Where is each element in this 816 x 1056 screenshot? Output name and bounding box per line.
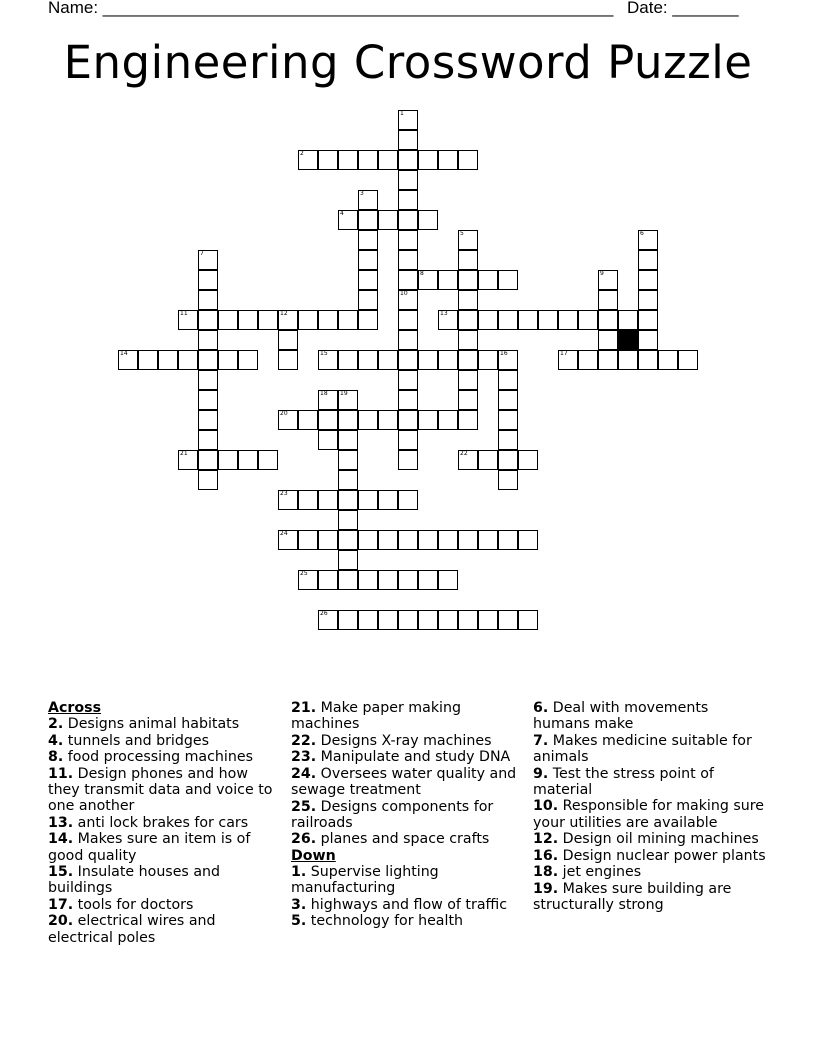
grid-cell[interactable] — [418, 610, 438, 630]
clue-text: Makes sure an item is of good quality — [48, 831, 251, 864]
grid-cell[interactable] — [498, 270, 518, 290]
clue-number: 2. — [48, 716, 64, 733]
grid-cell[interactable] — [458, 530, 478, 550]
clue-item — [291, 831, 523, 847]
clue-number: 22. — [291, 732, 317, 749]
grid-cell[interactable] — [318, 410, 338, 430]
clue-text: electrical wires and electrical poles — [48, 913, 216, 946]
grid-cell[interactable] — [498, 530, 518, 550]
clue-number: 16. — [533, 847, 559, 864]
grid-cell[interactable] — [198, 450, 218, 470]
clue-number-label: 21 — [180, 450, 188, 457]
grid-cell[interactable] — [198, 270, 218, 290]
page-title: Engineering Crossword Puzzle — [63, 36, 753, 89]
grid-cell[interactable] — [438, 570, 458, 590]
grid-cell[interactable] — [358, 150, 378, 170]
clue-number-label: 11 — [180, 310, 188, 317]
grid-cell[interactable] — [338, 430, 358, 450]
grid-cell[interactable] — [298, 490, 318, 510]
grid-cell[interactable] — [218, 450, 238, 470]
grid-cell[interactable] — [458, 310, 478, 330]
grid-cell[interactable] — [338, 470, 358, 490]
grid-cell[interactable] — [518, 530, 538, 550]
clue-text: Makes medicine suitable for animals — [533, 732, 752, 766]
clue-number-label: 18 — [320, 390, 328, 397]
grid-cell[interactable] — [598, 290, 618, 310]
clue-item — [533, 881, 768, 914]
grid-cell[interactable] — [318, 530, 338, 550]
grid-cell[interactable] — [418, 530, 438, 550]
grid-cell[interactable] — [438, 410, 458, 430]
clue-item — [48, 749, 283, 765]
grid-cell[interactable] — [398, 150, 418, 170]
grid-cell[interactable] — [478, 310, 498, 330]
grid-cell[interactable] — [338, 350, 358, 370]
grid-cell[interactable] — [578, 310, 598, 330]
grid-cell[interactable] — [378, 530, 398, 550]
grid-cell[interactable] — [438, 530, 458, 550]
grid-cell[interactable] — [378, 410, 398, 430]
grid-cell[interactable] — [478, 270, 498, 290]
clue-number-label: 19 — [340, 390, 348, 397]
grid-cell[interactable] — [498, 430, 518, 450]
grid-cell[interactable] — [358, 410, 378, 430]
clue-number: 18. — [533, 864, 559, 881]
grid-cell[interactable] — [458, 290, 478, 310]
clue-number: 10. — [533, 798, 559, 815]
clue-column-1 — [48, 700, 283, 946]
down-heading: Down — [291, 847, 336, 864]
clue-number: 9. — [533, 765, 549, 782]
clue-item — [48, 864, 283, 897]
grid-cell[interactable] — [338, 150, 358, 170]
clue-number-label: 1 — [400, 110, 404, 117]
clue-number-label: 12 — [280, 310, 288, 317]
clue-number: 1. — [291, 864, 307, 881]
clue-number: 26. — [291, 831, 317, 848]
clue-text: Responsible for making sure your utilities are available — [533, 798, 765, 831]
grid-cell[interactable] — [198, 390, 218, 410]
clue-text: Test the stress point of material — [533, 765, 714, 798]
clue-text: Designs animal habitats — [63, 716, 240, 733]
clue-column-3 — [533, 700, 768, 913]
grid-cell[interactable] — [378, 570, 398, 590]
clue-text: highways and flow of traffic — [306, 896, 508, 913]
grid-cell[interactable] — [598, 350, 618, 370]
grid-cell[interactable] — [258, 310, 278, 330]
grid-cell[interactable] — [638, 290, 658, 310]
clue-item — [291, 700, 523, 733]
clue-text: Makes sure building are structurally strong — [533, 880, 732, 913]
grid-cell[interactable] — [638, 350, 658, 370]
grid-cell[interactable] — [478, 350, 498, 370]
grid-cell[interactable] — [198, 310, 218, 330]
clue-number: 11. — [48, 765, 74, 782]
clue-text: Designs X-ray machines — [316, 732, 492, 749]
clue-text: Design nuclear power plants — [558, 847, 766, 864]
clue-item — [533, 848, 768, 864]
grid-cell[interactable] — [278, 330, 298, 350]
clue-item — [48, 815, 283, 831]
grid-cell[interactable] — [398, 230, 418, 250]
grid-cell[interactable] — [518, 450, 538, 470]
grid-cell[interactable] — [358, 270, 378, 290]
clue-number-label: 2 — [300, 150, 304, 157]
grid-cell[interactable] — [498, 470, 518, 490]
clue-item — [48, 766, 283, 815]
grid-cell[interactable] — [158, 350, 178, 370]
clue-item — [291, 749, 523, 765]
grid-cell[interactable] — [458, 370, 478, 390]
grid-cell[interactable] — [498, 410, 518, 430]
grid-cell[interactable] — [198, 290, 218, 310]
clue-number: 17. — [48, 896, 74, 913]
grid-cell[interactable] — [598, 330, 618, 350]
grid-cell[interactable] — [298, 410, 318, 430]
grid-cell[interactable] — [398, 370, 418, 390]
grid-cell[interactable] — [338, 310, 358, 330]
grid-cell[interactable] — [198, 330, 218, 350]
clue-number-label: 25 — [300, 570, 308, 577]
grid-cell[interactable] — [478, 450, 498, 470]
clue-number-label: 22 — [460, 450, 468, 457]
grid-cell[interactable] — [338, 570, 358, 590]
grid-cell[interactable] — [398, 330, 418, 350]
grid-cell[interactable] — [438, 350, 458, 370]
grid-cell[interactable] — [418, 210, 438, 230]
grid-cell[interactable] — [318, 150, 338, 170]
grid-cell[interactable] — [498, 370, 518, 390]
grid-cell[interactable] — [278, 350, 298, 370]
clue-item — [291, 733, 523, 749]
grid-cell[interactable] — [478, 530, 498, 550]
grid-cell[interactable] — [538, 310, 558, 330]
grid-cell[interactable] — [498, 390, 518, 410]
clue-number: 21. — [291, 700, 317, 716]
clue-text: Designs components for railroads — [291, 798, 494, 831]
clue-number-label: 16 — [500, 350, 508, 357]
grid-cell[interactable] — [458, 150, 478, 170]
grid-cell[interactable] — [398, 390, 418, 410]
clue-number: 14. — [48, 831, 74, 848]
grid-cell[interactable] — [138, 350, 158, 370]
clue-number: 4. — [48, 732, 64, 749]
grid-cell[interactable] — [358, 310, 378, 330]
clue-number: 25. — [291, 798, 317, 815]
clue-text: Design phones and how they transmit data and voice to one another — [48, 765, 273, 815]
across-heading: Across — [48, 700, 102, 716]
black-cell — [618, 330, 638, 350]
grid-cell[interactable] — [378, 350, 398, 370]
grid-cell[interactable] — [498, 450, 518, 470]
grid-cell[interactable] — [338, 490, 358, 510]
grid-cell[interactable] — [358, 350, 378, 370]
clue-text: Make paper making machines — [291, 700, 461, 733]
clue-number-label: 3 — [360, 190, 364, 197]
grid-cell[interactable] — [398, 350, 418, 370]
grid-cell[interactable] — [338, 550, 358, 570]
clue-number-label: 15 — [320, 350, 328, 357]
clue-number-label: 6 — [640, 230, 644, 237]
grid-cell[interactable] — [398, 170, 418, 190]
grid-cell[interactable] — [618, 310, 638, 330]
grid-cell[interactable] — [418, 570, 438, 590]
grid-cell[interactable] — [438, 150, 458, 170]
grid-cell[interactable] — [458, 250, 478, 270]
clue-text: Design oil mining machines — [558, 831, 759, 848]
grid-cell[interactable] — [398, 570, 418, 590]
clue-number-label: 24 — [280, 530, 288, 537]
grid-cell[interactable] — [598, 310, 618, 330]
clue-number-label: 9 — [600, 270, 604, 277]
clue-text: Deal with movements humans make — [533, 700, 709, 733]
date-field-label: Date: _______ — [627, 0, 739, 17]
clue-column-2 — [291, 700, 523, 930]
clue-number-label: 4 — [340, 210, 344, 217]
grid-cell[interactable] — [498, 310, 518, 330]
grid-cell[interactable] — [358, 610, 378, 630]
grid-cell[interactable] — [238, 310, 258, 330]
grid-cell[interactable] — [398, 450, 418, 470]
grid-cell[interactable] — [638, 250, 658, 270]
clue-item — [533, 700, 768, 733]
grid-cell[interactable] — [458, 410, 478, 430]
grid-cell[interactable] — [358, 570, 378, 590]
grid-cell[interactable] — [338, 410, 358, 430]
grid-cell[interactable] — [398, 190, 418, 210]
grid-cell[interactable] — [198, 410, 218, 430]
clue-text: food processing machines — [63, 749, 253, 766]
grid-cell[interactable] — [658, 350, 678, 370]
clue-number-label: 23 — [280, 490, 288, 497]
grid-cell[interactable] — [398, 490, 418, 510]
clue-text: planes and space crafts — [316, 831, 490, 848]
clue-number: 19. — [533, 880, 559, 897]
grid-cell[interactable] — [398, 270, 418, 290]
clue-text: Insulate houses and buildings — [48, 864, 221, 897]
grid-cell[interactable] — [518, 610, 538, 630]
clue-number: 20. — [48, 913, 74, 930]
grid-cell[interactable] — [378, 490, 398, 510]
grid-cell[interactable] — [398, 130, 418, 150]
clue-number-label: 7 — [200, 250, 204, 257]
grid-cell[interactable] — [378, 150, 398, 170]
clue-item — [48, 733, 283, 749]
clue-number-label: 26 — [320, 610, 328, 617]
clue-number: 15. — [48, 864, 74, 881]
grid-cell[interactable] — [618, 350, 638, 370]
clue-number-label: 17 — [560, 350, 568, 357]
grid-cell[interactable] — [318, 430, 338, 450]
clue-text: Supervise lighting manufacturing — [291, 864, 439, 897]
grid-cell[interactable] — [418, 150, 438, 170]
grid-cell[interactable] — [398, 530, 418, 550]
grid-cell[interactable] — [398, 610, 418, 630]
grid-cell[interactable] — [438, 610, 458, 630]
clue-item — [533, 831, 768, 847]
clue-text: jet engines — [558, 864, 642, 881]
clue-item — [291, 913, 523, 929]
clue-item — [291, 799, 523, 832]
grid-cell[interactable] — [338, 610, 358, 630]
clue-number: 23. — [291, 749, 317, 766]
grid-cell[interactable] — [358, 250, 378, 270]
clue-item — [533, 798, 768, 831]
clue-number-label: 5 — [460, 230, 464, 237]
grid-cell[interactable] — [198, 470, 218, 490]
grid-cell[interactable] — [458, 330, 478, 350]
grid-cell[interactable] — [358, 210, 378, 230]
grid-cell[interactable] — [198, 370, 218, 390]
grid-cell[interactable] — [558, 310, 578, 330]
clue-item — [291, 897, 523, 913]
clue-item — [48, 913, 283, 946]
clue-text: anti lock brakes for cars — [73, 814, 249, 831]
clue-text: technology for health — [306, 913, 463, 930]
grid-cell[interactable] — [638, 330, 658, 350]
grid-cell[interactable] — [298, 530, 318, 550]
clue-item — [533, 733, 768, 766]
grid-cell[interactable] — [218, 310, 238, 330]
grid-cell[interactable] — [378, 210, 398, 230]
grid-cell[interactable] — [418, 410, 438, 430]
grid-cell[interactable] — [458, 390, 478, 410]
clue-text: tools for doctors — [73, 896, 194, 913]
grid-cell[interactable] — [398, 310, 418, 330]
grid-cell[interactable] — [498, 610, 518, 630]
clue-item — [533, 864, 768, 880]
grid-cell[interactable] — [338, 450, 358, 470]
grid-cell[interactable] — [458, 350, 478, 370]
grid-cell[interactable] — [378, 610, 398, 630]
grid-cell[interactable] — [398, 210, 418, 230]
grid-cell[interactable] — [198, 350, 218, 370]
grid-cell[interactable] — [358, 490, 378, 510]
grid-cell[interactable] — [338, 530, 358, 550]
grid-cell[interactable] — [398, 250, 418, 270]
clue-number: 6. — [533, 700, 549, 716]
clue-number: 12. — [533, 831, 559, 848]
grid-cell[interactable] — [458, 610, 478, 630]
grid-cell[interactable] — [218, 350, 238, 370]
grid-cell[interactable] — [518, 310, 538, 330]
clue-number: 8. — [48, 749, 64, 766]
clue-number: 3. — [291, 896, 307, 913]
clue-number-label: 14 — [120, 350, 128, 357]
grid-cell[interactable] — [318, 570, 338, 590]
grid-cell[interactable] — [318, 490, 338, 510]
grid-cell[interactable] — [398, 410, 418, 430]
name-field-label: Name: ______________________________________________________ — [48, 0, 614, 17]
clue-number-label: 10 — [400, 290, 408, 297]
grid-cell[interactable] — [258, 450, 278, 470]
clue-item — [291, 766, 523, 799]
grid-cell[interactable] — [678, 350, 698, 370]
clue-text: Manipulate and study DNA — [316, 749, 511, 766]
clue-item — [291, 864, 523, 897]
clue-number-label: 13 — [440, 310, 448, 317]
clue-number: 13. — [48, 814, 74, 831]
clue-item — [48, 897, 283, 913]
grid-cell[interactable] — [238, 350, 258, 370]
grid-cell[interactable] — [638, 310, 658, 330]
grid-cell[interactable] — [318, 310, 338, 330]
grid-cell[interactable] — [438, 270, 458, 290]
grid-cell[interactable] — [578, 350, 598, 370]
grid-cell[interactable] — [358, 530, 378, 550]
grid-cell[interactable] — [398, 430, 418, 450]
grid-cell[interactable] — [418, 350, 438, 370]
clue-item — [533, 766, 768, 799]
clue-number: 24. — [291, 765, 317, 782]
grid-cell[interactable] — [238, 450, 258, 470]
grid-cell[interactable] — [338, 510, 358, 530]
grid-cell[interactable] — [458, 270, 478, 290]
grid-cell[interactable] — [198, 430, 218, 450]
clue-text: tunnels and bridges — [63, 732, 209, 749]
clue-number-label: 20 — [280, 410, 288, 417]
clue-number: 7. — [533, 732, 549, 749]
grid-cell[interactable] — [638, 270, 658, 290]
clue-text: Oversees water quality and sewage treatment — [291, 765, 517, 799]
grid-cell[interactable] — [178, 350, 198, 370]
clue-item — [48, 716, 283, 732]
grid-cell[interactable] — [478, 610, 498, 630]
grid-cell[interactable] — [358, 290, 378, 310]
clue-number-label: 8 — [420, 270, 424, 277]
clue-item — [48, 831, 283, 864]
clue-number: 5. — [291, 913, 307, 930]
grid-cell[interactable] — [298, 310, 318, 330]
grid-cell[interactable] — [358, 230, 378, 250]
